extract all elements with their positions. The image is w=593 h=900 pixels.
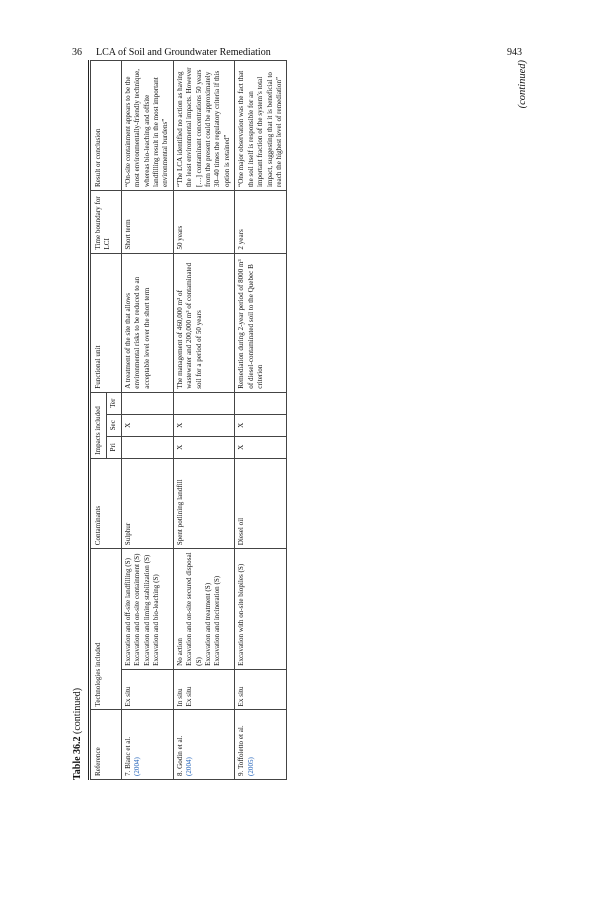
technology-item: Excavation with on-site biopiles (S)	[237, 563, 246, 666]
cell-reference	[173, 710, 234, 780]
ref-year-link[interactable]: (2004)	[185, 757, 194, 776]
cell-pri	[121, 436, 173, 458]
cell-technologies	[235, 549, 287, 670]
table-row	[173, 61, 234, 780]
table-top-rule	[88, 60, 89, 780]
cell-contaminants: Spent potlining landfill	[173, 458, 234, 548]
cell-contaminants: Sulphur	[121, 458, 173, 548]
technology-item: Excavation and liming stabilization (S)	[142, 554, 151, 666]
col-header-impacts: Impacts included	[91, 392, 107, 458]
technology-item: Excavation and treatment (S)	[204, 582, 213, 666]
cell-result: “One major observation was the fact that the soil itself is responsible for an important fraction of the system’s total impact, suggesting that it is beneficial to reach the highest level of remediation”	[235, 61, 287, 191]
ref-name: 9. Toffoletto et al.	[237, 725, 246, 776]
cell-time-boundary: Short term	[121, 190, 173, 253]
cell-sec: X	[121, 414, 173, 436]
col-header-reference: Reference	[91, 710, 122, 780]
technology-item: Excavation and incineration (S)	[213, 575, 222, 666]
cell-site: Ex situ	[121, 669, 173, 710]
cell-reference	[121, 710, 173, 780]
chapter-number: 36	[72, 47, 82, 58]
col-header-pri: Pri	[107, 436, 121, 458]
col-header-result: Result or conclusion	[91, 61, 122, 191]
col-header-contaminants: Contaminants	[91, 458, 122, 548]
col-header-technologies: Technologies included	[91, 549, 122, 710]
rotated-table-block	[72, 60, 527, 780]
table-header-row	[91, 61, 107, 780]
technology-item: Excavation and off-site landfilling (S)	[123, 558, 132, 666]
technology-item: Excavation and on-site secured disposal (S)	[185, 552, 203, 666]
running-head	[72, 47, 522, 61]
cell-pri: X	[235, 436, 287, 458]
cell-time-boundary: 50 years	[173, 190, 234, 253]
technology-item: Excavation and bio-leaching (S)	[152, 574, 161, 666]
lca-table	[90, 60, 287, 780]
table-caption-text: (continued)	[72, 687, 83, 734]
continued-note: (continued)	[517, 60, 528, 109]
cell-sec: X	[173, 414, 234, 436]
ref-name: 8. Godin et al.	[175, 735, 184, 776]
cell-functional-unit: The management of 460,000 m³ of wastewater and 200,000 m³ of contaminated soil for a period of 50 years	[173, 253, 234, 392]
col-header-functional-unit: Functional unit	[91, 253, 122, 392]
cell-ter	[235, 392, 287, 414]
cell-technologies	[121, 549, 173, 670]
table-row	[235, 61, 287, 780]
table-label: Table 36.2	[72, 736, 83, 780]
cell-functional-unit: Remediation during 2-year period of 8000 m³ of diesel-contaminated soil to the Quebec B criterion	[235, 253, 287, 392]
table-row	[121, 61, 173, 780]
table-caption	[72, 688, 83, 780]
cell-contaminants: Diesel oil	[235, 458, 287, 548]
site-item: In situ	[175, 688, 184, 707]
cell-ter	[121, 392, 173, 414]
cell-result: “On-site containment appears to be the most environmentally-friendly technique, whereas bio-leaching and offsite landfilling result in the most important environmental burdens”	[121, 61, 173, 191]
cell-sec: X	[235, 414, 287, 436]
cell-result: “The LCA identified no action as having the least environmental impacts. However […] contaminant concentrations 50 years from the present could be approximately 30–40 times the regulatory criteria if this option is retained”	[173, 61, 234, 191]
page-number: 943	[507, 47, 522, 58]
site-item: Ex situ	[185, 686, 194, 707]
cell-time-boundary: 2 years	[235, 190, 287, 253]
cell-ter	[173, 392, 234, 414]
col-header-ter: Ter	[107, 392, 121, 414]
cell-technologies	[173, 549, 234, 670]
cell-reference	[235, 710, 287, 780]
ref-year-link[interactable]: (2005)	[246, 757, 255, 776]
ref-name: 7. Blanc et al.	[123, 736, 132, 776]
cell-pri: X	[173, 436, 234, 458]
chapter-title: LCA of Soil and Groundwater Remediation	[96, 47, 271, 58]
cell-functional-unit: A treatment of the site that allows environmental risks to be reduced to an acceptable level over the short term	[121, 253, 173, 392]
col-header-sec: Sec	[107, 414, 121, 436]
cell-site: Ex situ	[235, 669, 287, 710]
col-header-time-boundary: Time boundary for LCI	[91, 190, 122, 253]
ref-year-link[interactable]: (2004)	[133, 757, 142, 776]
technology-item: Excavation and on-site containment (S)	[133, 553, 142, 666]
technology-item: No action	[175, 638, 184, 666]
cell-site	[173, 669, 234, 710]
